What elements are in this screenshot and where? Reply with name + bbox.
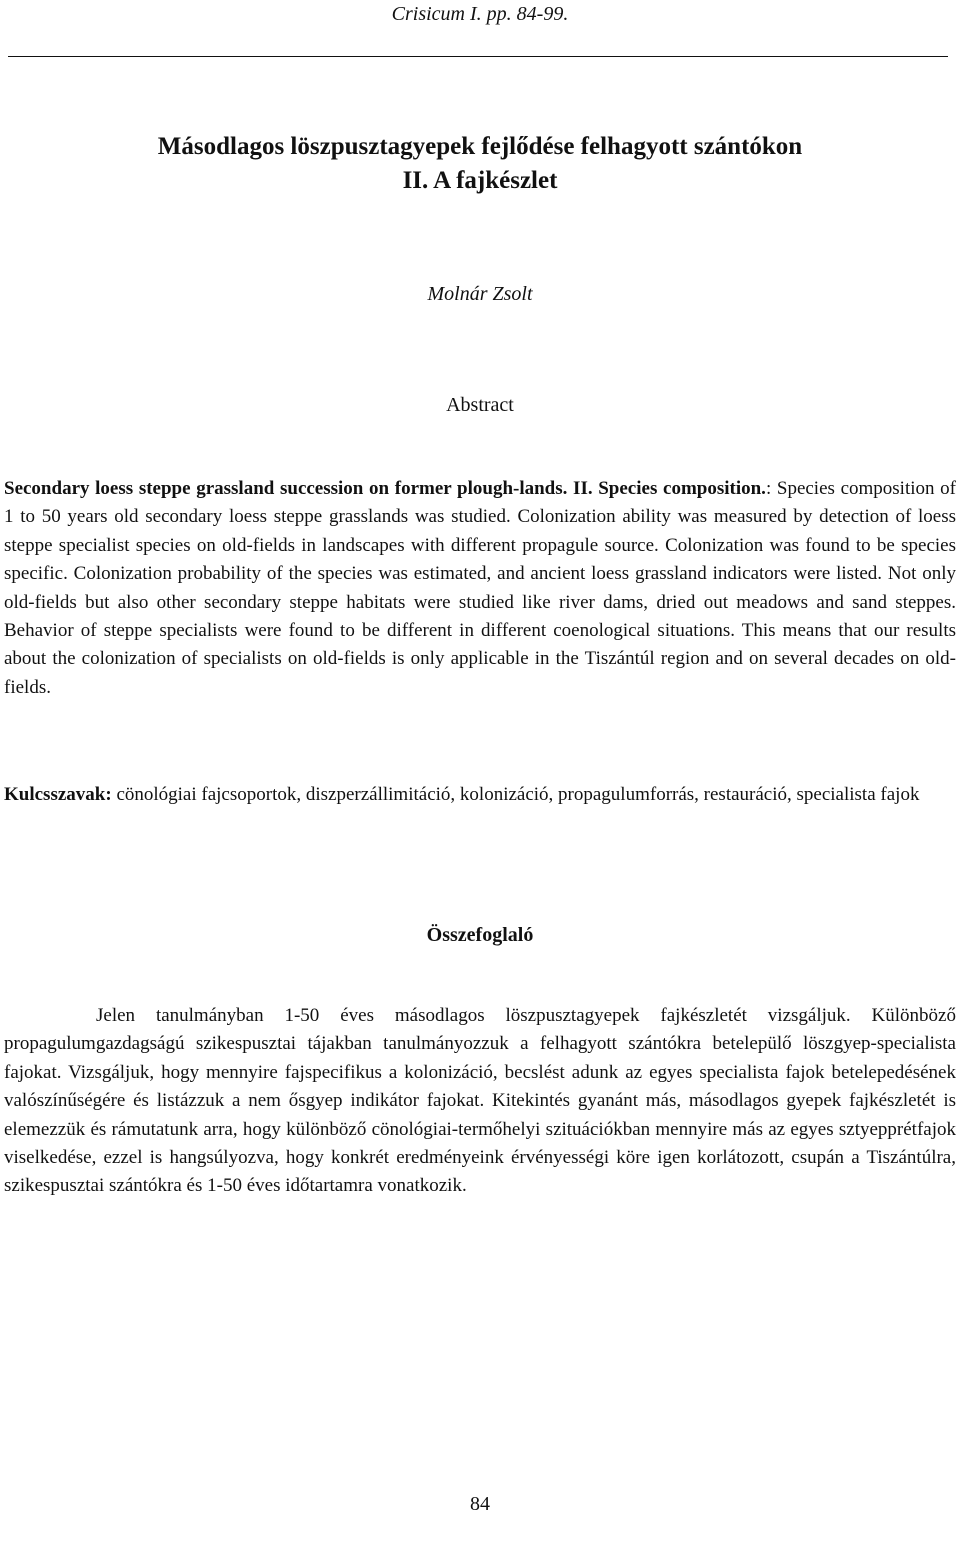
abstract-english-title: Secondary loess steppe grassland succession on former plough-lands. II. Species composition. (4, 478, 766, 499)
page-number: 84 (470, 1493, 490, 1515)
abstract-heading: Abstract (446, 394, 514, 416)
abstract-text: : Species composition of 1 to 50 years old secondary loess steppe grasslands was studied. Colonization ability was measured by detection of loess steppe specialist species on old-fields in landscapes with different propagule source. Colonization was found to be species specific. Colonization probability of the species was estimated, and ancient loess grassland indicators were listed. Not only old-fields but also other secondary steppe habitats were studied like river dams, dried out meadows and sand steppes. Behavior of steppe specialists were found to be different in different coenological situations. This means that our results about the colonization of specialists on old-fields is only applicable in the Tiszántúl region and on several decades on old-fields. (4, 478, 956, 698)
keywords-paragraph (4, 781, 956, 809)
summary-heading: Összefoglaló (426, 924, 534, 946)
journal-reference: Crisicum I. pp. 84-99. (391, 3, 569, 25)
keywords-label: Kulcsszavak: (4, 784, 112, 805)
author-name: Molnár Zsolt (427, 283, 533, 305)
header-rule (8, 56, 948, 57)
article-title-line-2: II. A fajkészlet (402, 167, 558, 194)
summary-body: Jelen tanulmányban 1-50 éves másodlagos löszpusztagyepek fajkészletét vizsgáljuk. Különböző propagulumgazdagságú szikespusztai tájakban tanulmányozzuk a felhagyott szántókra betelepülő löszgyep-specialista fajokat. Vizsgáljuk, hogy mennyire fajspecifikus a kolonizáció, becslést adunk az egyes specialista fajok betelepedésének valószínűségére és listázzuk a nem ősgyep indikátor fajokat. Kitekintés gyanánt más, másodlagos gyepek fajkészletét is elemezzük és rámutatunk arra, hogy különböző cönológiai-termőhelyi szituációkban mennyire más az egyes sztyepprétfajok viselkedése, ezzel is hangsúlyozva, hogy konkrét eredményeink érvényességi köre igen korlátozott, csupán a Tiszántúlra, szikespusztai szántókra és 1-50 éves időtartamra vonatkozik. (4, 1005, 956, 1197)
abstract-body (4, 475, 956, 702)
keywords-text: cönológiai fajcsoportok, diszperzállimitáció, kolonizáció, propagulumforrás, restauráció, specialista fajok (111, 784, 920, 805)
article-title-line-1: Másodlagos löszpusztagyepek fejlődése felhagyott szántókon (157, 133, 803, 160)
article-title (0, 130, 960, 198)
